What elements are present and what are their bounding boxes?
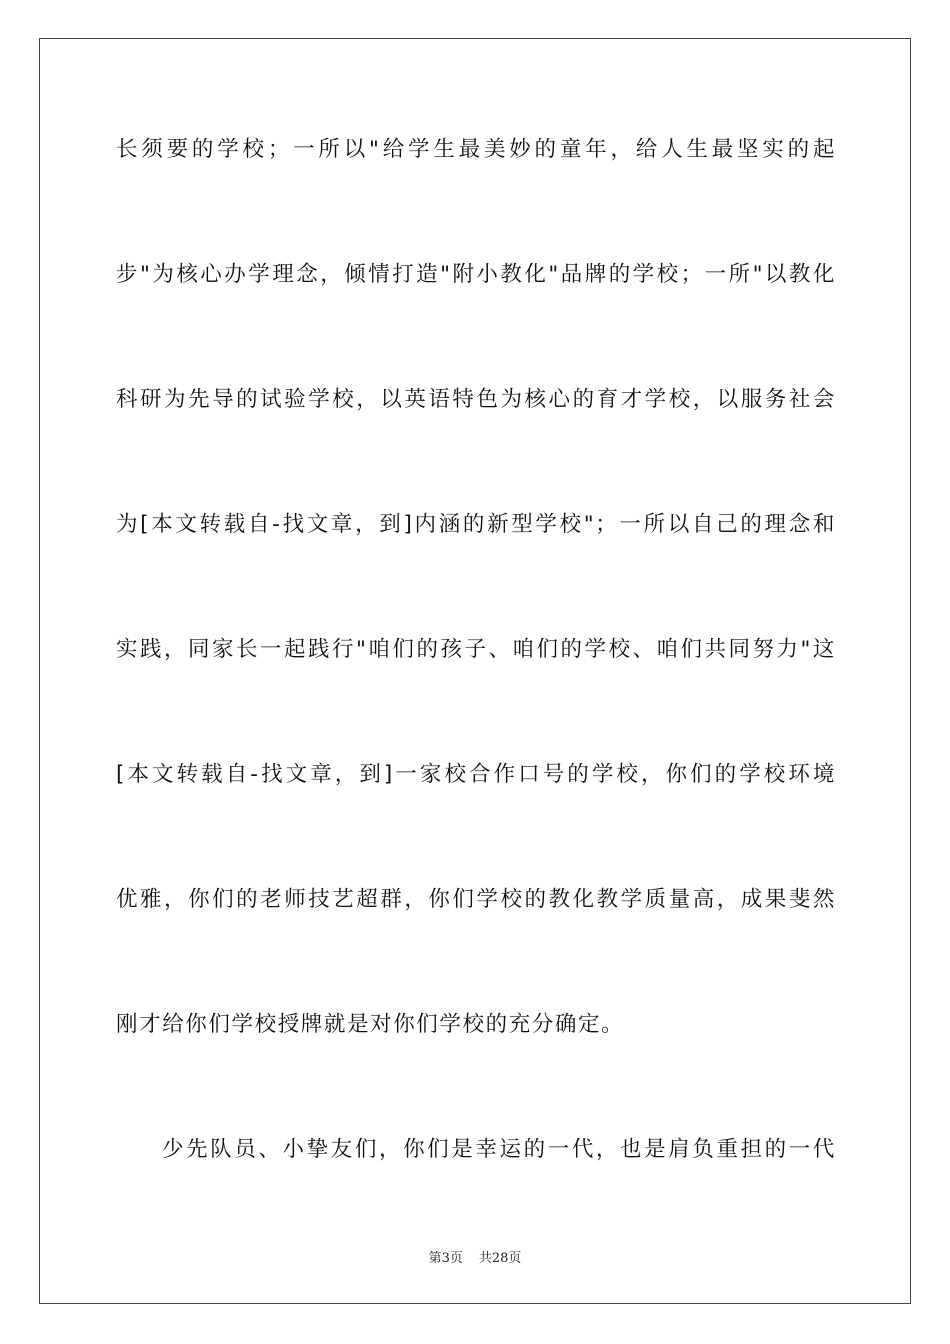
paragraph-line-6: [本文转载自-找文章，到]一家校合作口号的学校，你们的学校环境 — [116, 762, 836, 787]
paragraph-line-9: 少先队员、小挚友们，你们是幸运的一代，也是肩负重担的一代 — [162, 1137, 836, 1162]
paragraph-line-4: 为[本文转载自-找文章，到]内涵的新型学校"；一所以自己的理念和 — [116, 512, 836, 537]
paragraph-line-8: 刚才给你们学校授牌就是对你们学校的充分确定。 — [116, 1012, 625, 1037]
page-frame — [39, 38, 911, 1304]
paragraph-line-3: 科研为先导的试验学校，以英语特色为核心的育才学校，以服务社会 — [116, 387, 836, 412]
paragraph-line-1: 长须要的学校；一所以"给学生最美妙的童年，给人生最坚实的起 — [116, 137, 836, 162]
total-pages-label: 共28页 — [478, 1251, 522, 1266]
paragraph-line-5: 实践，同家长一起践行"咱们的孩子、咱们的学校、咱们共同努力"这 — [116, 637, 836, 662]
current-page-label: 第3页 — [428, 1251, 463, 1266]
paragraph-line-7: 优雅，你们的老师技艺超群，你们学校的教化教学质量高，成果斐然 — [116, 887, 836, 912]
page-footer — [0, 1247, 950, 1266]
paragraph-line-2: 步"为核心办学理念，倾情打造"附小教化"品牌的学校；一所"以教化 — [116, 262, 836, 287]
